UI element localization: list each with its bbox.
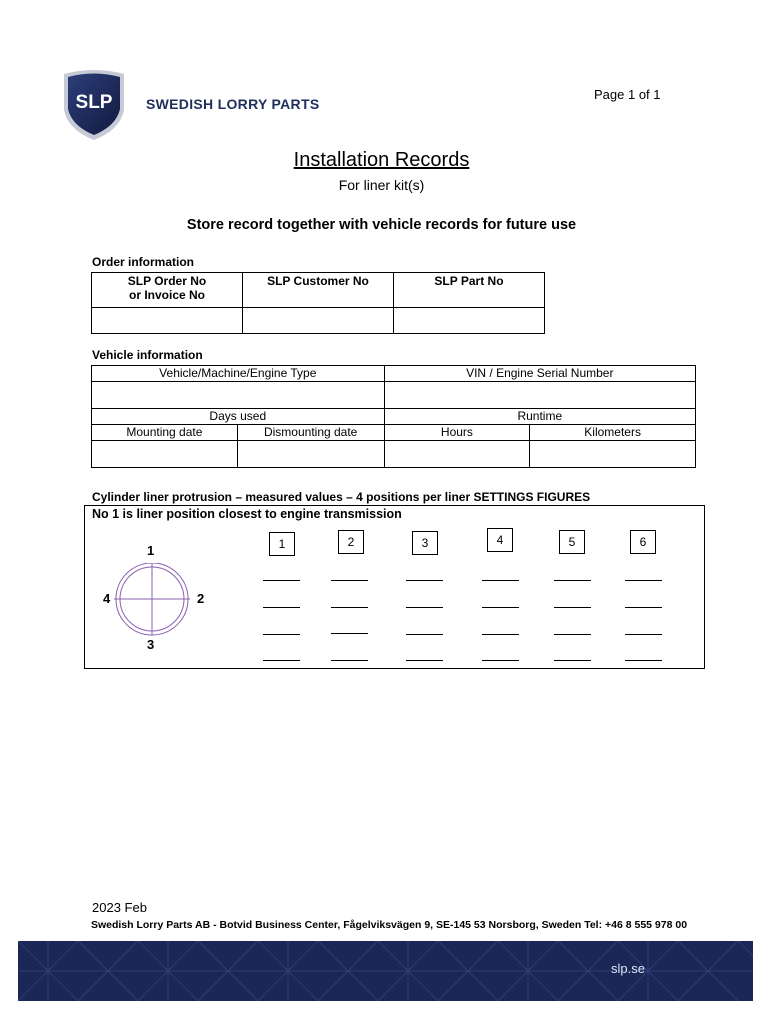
brand-name: SWEDISH LORRY PARTS xyxy=(146,96,320,112)
measurement-field-liner-3-position-3[interactable] xyxy=(406,634,443,635)
measurement-field-liner-4-position-2[interactable] xyxy=(482,607,519,608)
order-no-label: SLP Order No xyxy=(127,274,207,288)
liner-position-diagram xyxy=(112,563,192,637)
vin-header: VIN / Engine Serial Number xyxy=(384,366,695,382)
liner-position-note: No 1 is liner position closest to engine transmission xyxy=(92,507,402,521)
liner-protrusion-heading: Cylinder liner protrusion – measured values – 4 positions per liner SETTINGS FIGURES xyxy=(92,490,591,504)
invoice-no-label: or Invoice No xyxy=(128,288,205,302)
customer-no-header: SLP Customer No xyxy=(243,273,394,308)
measurement-field-liner-5-position-1[interactable] xyxy=(554,580,591,581)
measurement-field-liner-3-position-2[interactable] xyxy=(406,607,443,608)
document-subtitle: For liner kit(s) xyxy=(338,177,425,193)
measurement-field-liner-6-position-3[interactable] xyxy=(625,634,662,635)
slp-logo-text: SLP xyxy=(75,92,113,113)
measurement-field-liner-1-position-2[interactable] xyxy=(263,607,300,608)
measurement-field-liner-3-position-4[interactable] xyxy=(406,660,443,661)
position-label-2: 2 xyxy=(197,591,205,606)
measurement-field-liner-6-position-2[interactable] xyxy=(625,607,662,608)
measurement-field-liner-6-position-4[interactable] xyxy=(625,660,662,661)
vehicle-type-header: Vehicle/Machine/Engine Type xyxy=(92,366,385,382)
company-address: Swedish Lorry Parts AB - Botvid Business Center, Fågelviksvägen 9, SE-145 53 Norsborg, Sweden Tel: +46 8 555 978 00 xyxy=(90,919,688,931)
mounting-date-field[interactable] xyxy=(92,441,238,468)
part-no-field[interactable] xyxy=(394,308,545,334)
days-used-header: Days used xyxy=(92,409,385,425)
vehicle-information-label: Vehicle information xyxy=(92,348,203,362)
vin-field[interactable] xyxy=(384,382,695,409)
liner-number-box-3: 3 xyxy=(412,531,438,555)
liner-number-box-1: 1 xyxy=(269,532,295,556)
order-information-label: Order information xyxy=(92,255,195,269)
measurement-field-liner-6-position-1[interactable] xyxy=(625,580,662,581)
part-no-header: SLP Part No xyxy=(394,273,545,308)
position-label-1: 1 xyxy=(147,543,155,558)
vehicle-type-field[interactable] xyxy=(92,382,385,409)
position-label-3: 3 xyxy=(147,637,155,652)
order-information-table xyxy=(91,272,545,334)
measurement-field-liner-1-position-4[interactable] xyxy=(263,660,300,661)
position-label-4: 4 xyxy=(103,591,111,606)
storage-notice: Store record together with vehicle records for future use xyxy=(186,217,577,233)
mounting-date-header: Mounting date xyxy=(92,425,238,441)
measurement-field-liner-1-position-1[interactable] xyxy=(263,580,300,581)
slp-logo xyxy=(60,68,128,142)
liner-number-box-6: 6 xyxy=(630,530,656,554)
order-no-header xyxy=(92,273,243,308)
hours-field[interactable] xyxy=(384,441,530,468)
website-link[interactable]: slp.se xyxy=(611,961,645,976)
kilometers-header: Kilometers xyxy=(530,425,696,441)
measurement-field-liner-5-position-3[interactable] xyxy=(554,634,591,635)
document-title: Installation Records xyxy=(293,149,470,171)
liner-number-box-4: 4 xyxy=(487,528,513,552)
measurement-field-liner-3-position-1[interactable] xyxy=(406,580,443,581)
dismounting-date-field[interactable] xyxy=(237,441,384,468)
measurement-field-liner-2-position-3[interactable] xyxy=(331,633,368,634)
measurement-field-liner-5-position-2[interactable] xyxy=(554,607,591,608)
hours-header: Hours xyxy=(384,425,530,441)
dismounting-date-header: Dismounting date xyxy=(237,425,384,441)
order-no-field[interactable] xyxy=(92,308,243,334)
liner-number-box-5: 5 xyxy=(559,530,585,554)
measurement-field-liner-4-position-3[interactable] xyxy=(482,634,519,635)
measurement-field-liner-5-position-4[interactable] xyxy=(554,660,591,661)
kilometers-field[interactable] xyxy=(530,441,696,468)
measurement-field-liner-4-position-1[interactable] xyxy=(482,580,519,581)
measurement-field-liner-4-position-4[interactable] xyxy=(482,660,519,661)
customer-no-field[interactable] xyxy=(243,308,394,334)
page-indicator: Page 1 of 1 xyxy=(594,87,661,102)
measurement-field-liner-2-position-2[interactable] xyxy=(331,607,368,608)
liner-number-box-2: 2 xyxy=(338,530,364,554)
measurement-field-liner-2-position-1[interactable] xyxy=(331,580,368,581)
document-date: 2023 Feb xyxy=(92,900,147,915)
footer-banner xyxy=(18,941,753,1001)
measurement-field-liner-2-position-4[interactable] xyxy=(331,660,368,661)
runtime-header: Runtime xyxy=(384,409,695,425)
vehicle-information-table xyxy=(91,365,696,468)
measurement-field-liner-1-position-3[interactable] xyxy=(263,634,300,635)
